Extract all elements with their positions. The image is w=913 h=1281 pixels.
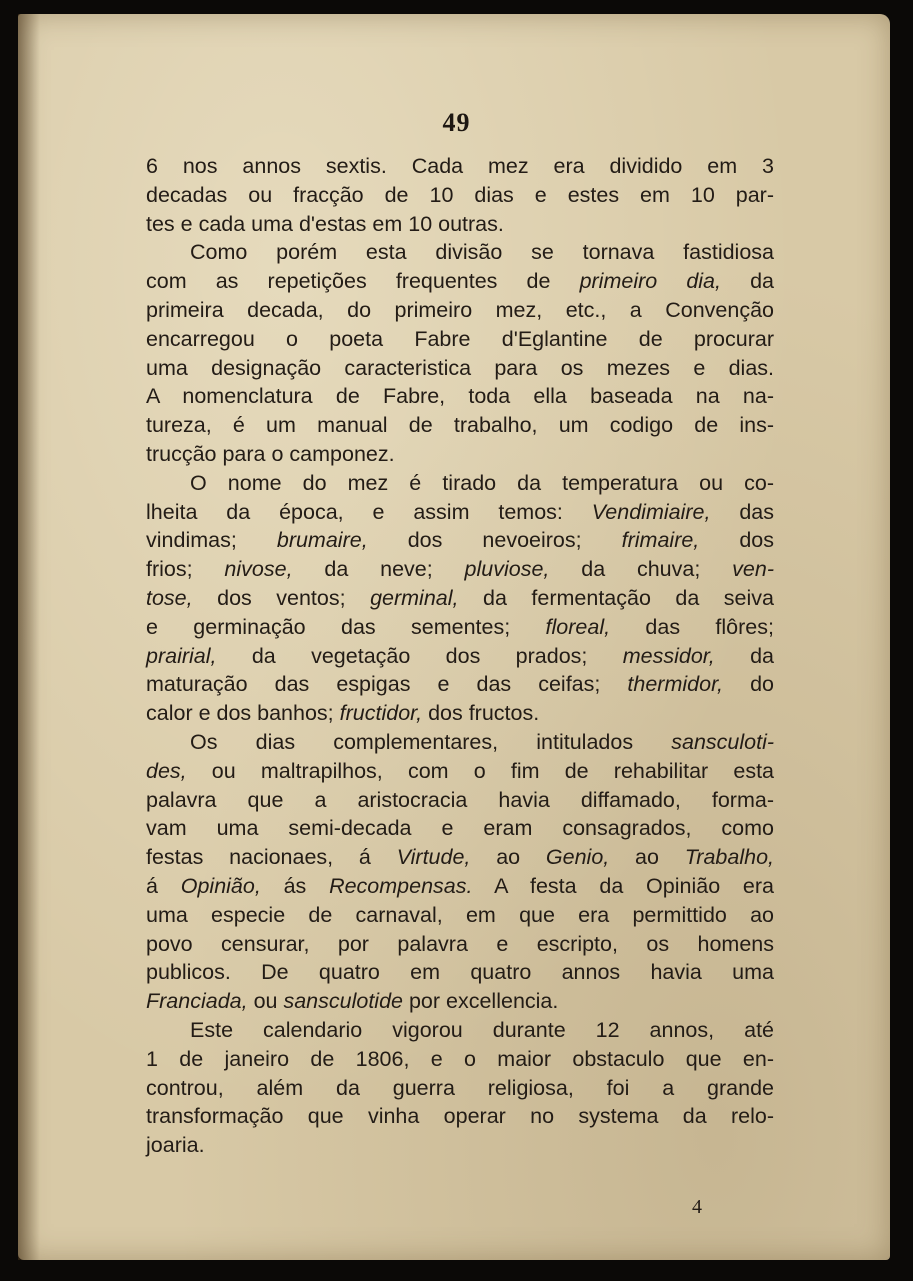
italic-term: primeiro dia,: [579, 269, 721, 294]
text-segment: 6 nos annos sextis. Cada mez era dividido em 3: [146, 154, 774, 178]
text-segment: á: [146, 873, 181, 898]
italic-term: prairial,: [146, 643, 217, 668]
italic-term: Genio,: [545, 845, 610, 870]
text-segment: da: [714, 643, 774, 668]
text-line: [146, 930, 774, 959]
text-segment: das: [710, 499, 775, 524]
text-segment: com as repetições frequentes de: [146, 269, 580, 294]
text-line: [146, 1045, 774, 1074]
text-line: [146, 1102, 774, 1131]
text-segment: dos: [699, 528, 774, 553]
text-segment: 1 de janeiro de 1806, e o maior obstaculo que en-: [146, 1046, 774, 1071]
page-gutter-shadow: [18, 14, 40, 1260]
text-segment: calor e dos banhos;: [146, 701, 340, 726]
text-segment: maturação das espigas e das ceifas;: [146, 672, 628, 697]
text-line: [146, 786, 774, 815]
text-segment: uma especie de carnaval, em que era permittido ao: [146, 902, 774, 927]
text-segment: dos nevoeiros;: [367, 528, 622, 553]
italic-term: sansculoti-: [671, 729, 774, 754]
text-line: [146, 181, 774, 210]
text-line: [146, 613, 774, 642]
text-segment: ou: [247, 989, 284, 1014]
text-segment: primeira decada, do primeiro mez, etc., a Convenção: [146, 297, 774, 322]
italic-term: sansculotide: [283, 989, 403, 1014]
text-line: [146, 354, 774, 383]
text-segment: festas nacionaes, á: [146, 845, 397, 870]
text-line: [146, 757, 774, 786]
text-line: [146, 901, 774, 930]
italic-term: pluviose,: [464, 557, 550, 582]
text-segment: ás: [260, 873, 330, 898]
text-line: [146, 382, 774, 411]
text-line: [146, 642, 774, 671]
text-segment: da: [720, 269, 775, 294]
text-segment: dos ventos;: [192, 585, 371, 610]
text-segment: do: [723, 672, 774, 697]
italic-term: Trabalho,: [684, 845, 774, 870]
text-segment: trucção para o camponez.: [146, 441, 395, 466]
text-segment: Como porém esta divisão se tornava fastidiosa: [190, 240, 774, 265]
text-line: [146, 958, 774, 987]
italic-term: messidor,: [622, 643, 715, 668]
italic-term: tose,: [146, 585, 193, 610]
text-segment: tes e cada uma d'estas em 10 outras.: [146, 211, 504, 236]
text-segment: A nomenclatura de Fabre, toda ella baseada na na-: [146, 384, 774, 409]
text-segment: ou maltrapilhos, com o fim de rehabilitar esta: [186, 758, 774, 783]
text-segment: A festa da Opinião era: [472, 873, 774, 898]
text-line: [146, 1131, 774, 1160]
text-segment: povo censurar, por palavra e escripto, os homens: [146, 931, 774, 956]
text-segment: lheita da época, e assim temos:: [146, 499, 592, 524]
text-segment: tureza, é um manual de trabalho, um codigo de ins-: [146, 413, 774, 438]
text-line: [146, 526, 774, 555]
text-line: [146, 498, 774, 527]
italic-term: Franciada,: [146, 989, 248, 1014]
text-segment: vindimas;: [146, 528, 277, 553]
text-segment: vam uma semi-decada e eram consagrados, como: [146, 816, 774, 841]
text-segment: frios;: [146, 557, 225, 582]
text-line: [146, 1016, 774, 1045]
body-text: [146, 152, 774, 1160]
text-line: [146, 872, 774, 901]
text-line: [146, 469, 774, 498]
italic-term: floreal,: [545, 614, 611, 639]
text-segment: da fermentação da seiva: [458, 585, 774, 610]
text-line: [146, 987, 774, 1016]
text-line: [146, 699, 774, 728]
italic-term: Vendimiaire,: [591, 499, 711, 524]
text-line: [146, 843, 774, 872]
text-segment: uma designação caracteristica para os mezes e dias.: [146, 355, 774, 380]
text-line: [146, 670, 774, 699]
italic-term: nivose,: [224, 557, 293, 582]
text-segment: das flôres;: [610, 614, 774, 639]
text-line: [146, 440, 774, 469]
italic-term: frimaire,: [621, 528, 700, 553]
italic-term: Virtude,: [396, 845, 471, 870]
italic-term: fructidor,: [339, 701, 423, 726]
italic-term: brumaire,: [276, 528, 368, 553]
text-line: [146, 814, 774, 843]
italic-term: Opinião,: [180, 873, 261, 898]
italic-term: germinal,: [370, 585, 459, 610]
signature-mark: 4: [692, 1196, 702, 1218]
text-segment: Este calendario vigorou durante 12 annos, até: [190, 1017, 774, 1042]
text-segment: ao: [470, 845, 546, 870]
text-segment: O nome do mez é tirado da temperatura ou co-: [190, 470, 774, 495]
text-segment: publicos. De quatro em quatro annos havia uma: [146, 960, 774, 985]
text-line: [146, 238, 774, 267]
text-segment: Os dias complementares, intitulados: [190, 729, 672, 754]
text-line: [146, 411, 774, 440]
italic-term: thermidor,: [627, 672, 724, 697]
italic-term: des,: [146, 758, 187, 783]
text-line: [146, 584, 774, 613]
text-segment: joaria.: [146, 1133, 205, 1158]
text-line: [146, 325, 774, 354]
text-line: [146, 267, 774, 296]
text-segment: por excellencia.: [403, 989, 559, 1014]
text-segment: da chuva;: [549, 557, 733, 582]
text-segment: da neve;: [292, 557, 465, 582]
italic-term: Recompensas.: [329, 873, 473, 898]
text-segment: palavra que a aristocracia havia diffamado, forma-: [146, 787, 774, 812]
text-segment: ao: [609, 845, 685, 870]
text-line: [146, 210, 774, 239]
text-line: [146, 152, 774, 181]
text-segment: controu, além da guerra religiosa, foi a grande: [146, 1075, 774, 1100]
text-line: [146, 728, 774, 757]
italic-term: ven-: [732, 557, 774, 582]
text-segment: decadas ou fracção de 10 dias e estes em 10 par-: [146, 182, 774, 207]
text-segment: e germinação das sementes;: [146, 614, 546, 639]
page-number: 49: [442, 108, 471, 137]
text-line: [146, 296, 774, 325]
text-segment: dos fructos.: [422, 701, 540, 726]
text-segment: da vegetação dos prados;: [216, 643, 623, 668]
text-segment: encarregou o poeta Fabre d'Eglantine de procurar: [146, 326, 774, 351]
text-line: [146, 555, 774, 584]
text-line: [146, 1074, 774, 1103]
text-segment: transformação que vinha operar no systema da relo-: [146, 1104, 774, 1129]
